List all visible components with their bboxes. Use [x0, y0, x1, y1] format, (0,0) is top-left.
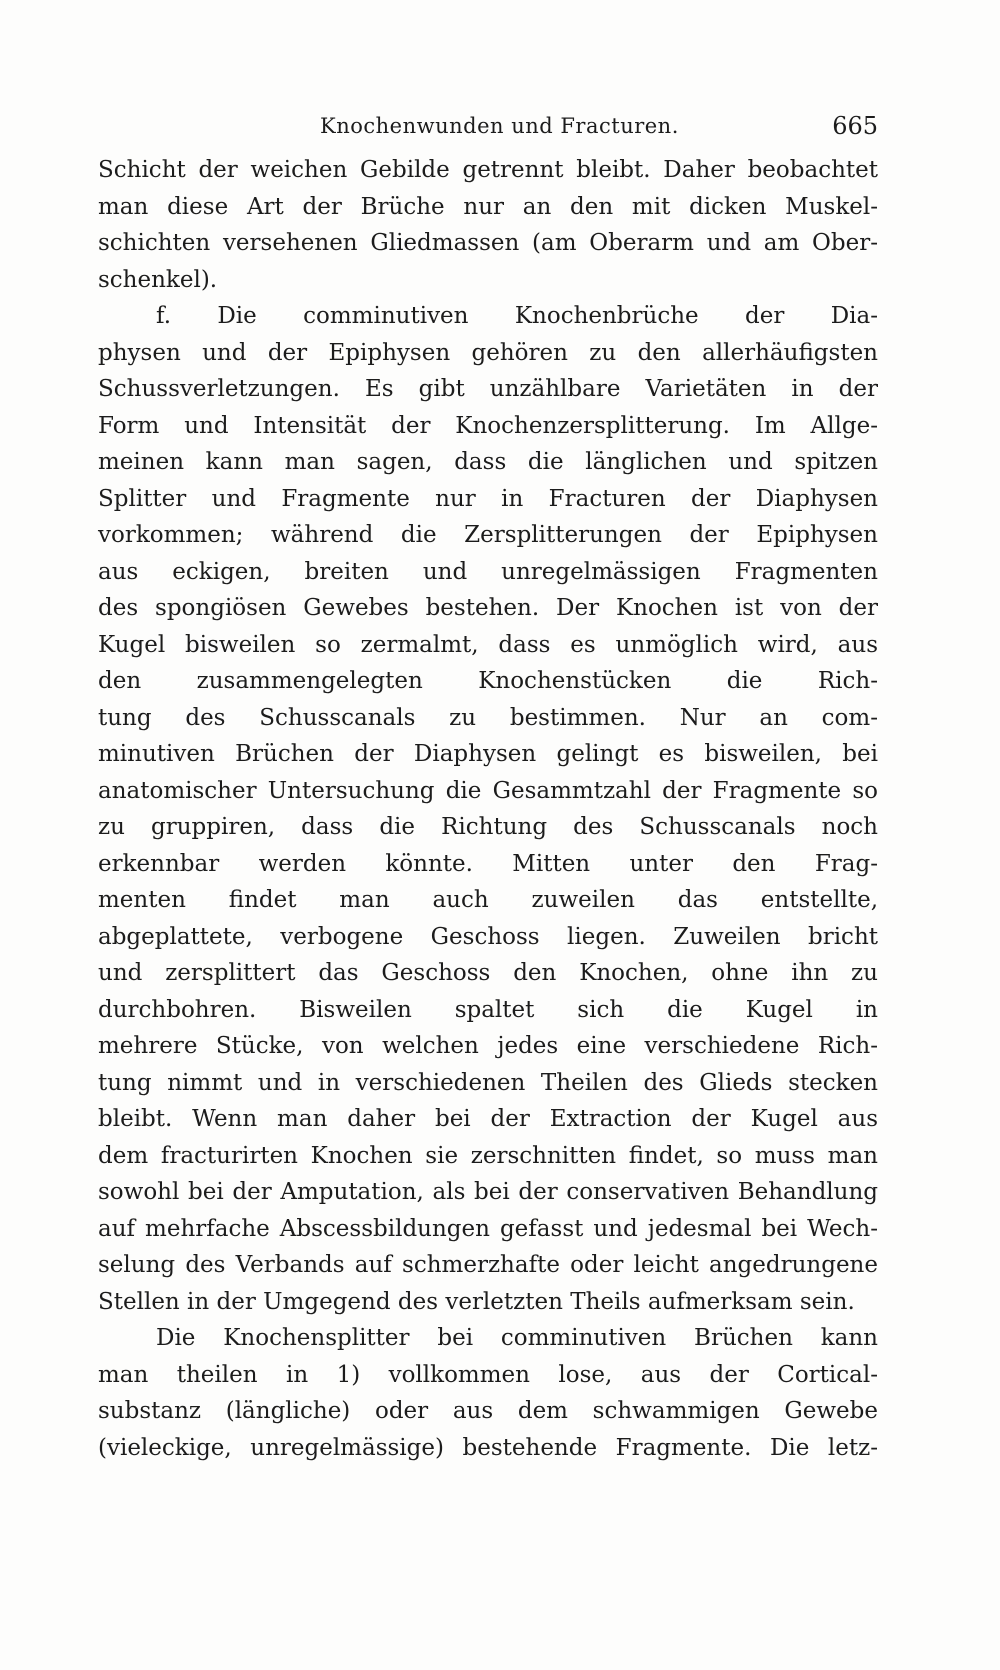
text-line: auf mehrfache Abscessbildungen gefasst und jedesmal bei Wech- — [98, 1215, 878, 1242]
text-line: minutiven Brüchen der Diaphysen gelingt es bisweilen, bei — [98, 741, 878, 767]
text-line: meinen kann man sagen, dass die länglichen und spitzen — [98, 449, 878, 475]
running-title: Knochenwunden und Fracturen. — [320, 114, 679, 138]
text-line: (vieleckige, unregelmässige) bestehende Fragmente. Die letz- — [98, 1434, 878, 1461]
text-line: tung des Schusscanals zu bestimmen. Nur an com- — [98, 704, 878, 731]
text-line: mehrere Stücke, von welchen jedes eine verschiedene Rich- — [98, 1033, 878, 1059]
text-line: aus eckigen, breiten und unregelmässigen Fragmenten — [98, 558, 878, 585]
text-line: und zersplittert das Geschoss den Knochen, ohne ihn zu — [98, 960, 878, 986]
text-line: physen und der Epiphysen gehören zu den allerhäufigsten — [98, 339, 878, 366]
text-line: des spongiösen Gewebes bestehen. Der Knochen ist von der — [98, 595, 878, 621]
text-line: Schussverletzungen. Es gibt unzählbare Varietäten in der — [98, 376, 878, 402]
text-line: Splitter und Fragmente nur in Fracturen der Diaphysen — [98, 485, 878, 512]
text-line: erkennbar werden könnte. Mitten unter den Frag- — [98, 850, 878, 877]
text-line: abgeplattete, verbogene Geschoss liegen. Zuweilen bricht — [98, 923, 878, 950]
text-line: man diese Art der Brüche nur an den mit dicken Muskel- — [98, 193, 878, 220]
body-text — [98, 152, 878, 1466]
text-line: bleibt. Wenn man daher bei der Extraction der Kugel aus — [98, 1106, 878, 1132]
text-line: substanz (längliche) oder aus dem schwammigen Gewebe — [98, 1398, 878, 1424]
text-line: schichten versehenen Gliedmassen (am Oberarm und am Ober- — [98, 230, 878, 256]
text-line: Schicht der weichen Gebilde getrennt bleibt. Daher beobachtet — [98, 157, 878, 183]
text-line: selung des Verbands auf schmerzhafte oder leicht angedrungene — [98, 1252, 878, 1278]
text-line: tung nimmt und in verschiedenen Theilen des Glieds stecken — [98, 1069, 878, 1096]
text-line: Die Knochensplitter bei comminutiven Brüchen kann — [156, 1325, 878, 1351]
text-line: Form und Intensität der Knochenzersplitterung. Im Allge- — [98, 412, 878, 439]
text-line: Stellen in der Umgegend des verletzten Theils aufmerksam sein. — [98, 1288, 855, 1315]
text-line: durchbohren. Bisweilen spaltet sich die Kugel in — [98, 996, 878, 1023]
text-line: man theilen in 1) vollkommen lose, aus der Cortical- — [98, 1361, 878, 1388]
text-line: zu gruppiren, dass die Richtung des Schusscanals noch — [98, 814, 878, 840]
text-line: dem fracturirten Knochen sie zerschnitten findet, so muss man — [98, 1142, 878, 1169]
text-line: vorkommen; während die Zersplitterungen der Epiphysen — [98, 522, 878, 548]
text-line: den zusammengelegten Knochenstücken die Rich- — [98, 668, 878, 694]
text-line: f. Die comminutiven Knochenbrüche der Dia- — [156, 303, 878, 329]
text-line: menten findet man auch zuweilen das entstellte, — [98, 887, 878, 913]
text-line: sowohl bei der Amputation, als bei der conservativen Behandlung — [98, 1179, 878, 1205]
text-line: anatomischer Untersuchung die Gesammtzahl der Fragmente so — [98, 777, 878, 804]
text-line: schenkel). — [98, 266, 218, 293]
text-line: Kugel bisweilen so zermalmt, dass es unmöglich wird, aus — [98, 631, 878, 658]
running-header — [98, 108, 878, 144]
page-number: 665 — [832, 112, 878, 140]
